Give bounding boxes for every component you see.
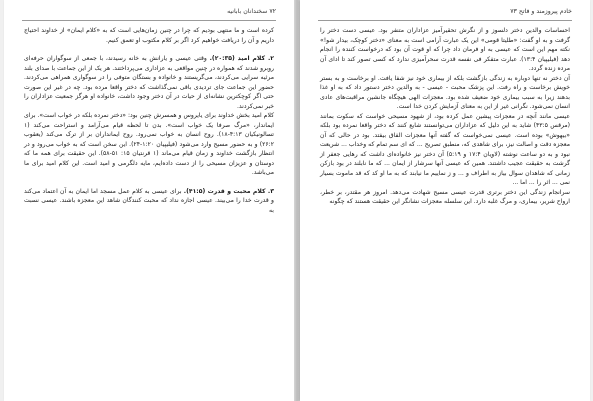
left-page-running-title: ۷۲ سخندانان بابانیه: [227, 8, 276, 15]
left-page-body: [24, 26, 274, 215]
left-page-header-rule: [22, 20, 276, 21]
left-page: [4, 0, 294, 401]
paragraph: کرده است و ما منتهی بودیم که چرا در چنین زمان‌هایی است که به «کلام ایمان» از خداوند احتیاج داریم و آن را دریافت خواهیم کرد اگر بر کلام مکتوب او تعمق کنیم.: [24, 27, 274, 44]
paragraph: عیسی مانند آنچه در معجزات پیشین عمل کرده بود، از شهود مسیحی خواست که سکوت بمانند (مرقس ۴۳:۵) شاید به این دلیل که عزاداران می‌توانستند شایع کنند که دختر واقعا نمرده بود بلکه «بیهوش» بوده است. عیسی نمی‌خواست که گفته آنها معجزات الفاق بیفتد. بود در حالی که آن معجزه دقت و اصالت نیز، برای شاهدی که، منطبق تصریح ... که ای سم تمام که وخداب ... شریعت نبود و به دو ساعت نوشته (لاویان ۱۷:۴ و ۵:۱۹) آن دختر نیز خانواده‌ای داشت که رهایی جعفر از گرشت به حقیقت عجیب داشتند. همین که عیسی آنها سرشار از ایمان ... که ما نابلند در بود بازکن زمانی که شاهدان سوال بیاز به اطراف و ... و ز نماییم ما نیابند که به ما او کد که قد ماموت بسیار نمی ... اثر را ... اما ...: [320, 112, 571, 186]
right-page-body: [320, 26, 570, 207]
right-page-header: [318, 8, 572, 15]
paragraph: ۲. کلام امید (۲۰:۳۵). وقتی عیسی و یارانش به خانه رسیدند، با جمعی از سوگواران حرفه‌ای روبرو شدند که همواره در چنین مواقعی به عزاداری می‌پرداختند. هر یک از این جماعت با صدای بلند مرثیه سرایی می‌کردند، می‌گریستند و خانواده و بستگان متوفی را در سوگواری همراهی می‌کردند. حضور این جماعت جای تردیدی باقی نمی‌گذاشت که دختر واقعا مرده بود. چه در غیر این صورت حتی اگر کوچکترین نشانه‌ای از حیات در آن دختر وجود داشت، خانواده او هرگز جمعیت عزاداران را خبر نمی‌کردند.: [24, 55, 274, 110]
paragraph: ۳. کلام محبت و قدرت (۴۱:۵). برای عیسی به کلام عمل مسجد اما ایمان به آن اعتماد می‌کند و قدرت خدا را می‌بیند. عیسی اجازه نداد که محبت کنندگان شاهد این معجزه باشند. عیسی نسبت به: [24, 187, 274, 214]
right-page-header-rule: [318, 20, 572, 21]
right-page-running-title: خادم پیروزمند و فاتح ۷۳: [510, 8, 572, 15]
paragraph: احساسات والدین دختر دلسوز و از نگرش تحقیرآمیز عزاداران متنفر بود. عیسی دست دختر را گرفت و به او گفت: «طلیتا قومی» این یک عبارت آرامی است به معنای «دختر کوچک، بیدار شو!» نکته مهم این است که عیسی به او فرمان داد چرا که او قوت آن بود که درخواست کننده را انجام دهد (فیلیپیان ۱۳:۴). عبارت متفکر فی نفسه قدرت سحرآمیزی ندارد که کسی تصور کند تا ادای آن مرده زنده گردد.: [320, 27, 570, 72]
section-heading: ۳. کلام محبت و قدرت (۴۱:۵).: [183, 187, 274, 195]
paragraph: آن دختر نه تنها دوباره به زندگی بازگشت بلکه از بیماری خود نیز شفا یافت. او برخاست و به بستر خویش برخاست و راه رفت. این پزشک محبت - عیسی - به والدین دختر دستور داد که به او غذا بدهند زیرا به سبب بیماری خود ضعیف شده بود. معجزات الهی هیچگاه جانشین مراقبت‌های عادی انسان نمی‌شود. نگرانی غیر از این به معنای آزمایش کردن خدا است.: [320, 74, 570, 110]
right-page: [300, 0, 590, 401]
paragraph: کلام امید بخش خداوند برای یایروس و همسرش چنین بود: «دختر نمرده بلکه در خواب است». برای ایماندار، «مرگ صرفا یک خواب است». بدن تا لحظه قیام می‌آرامد و استراحت می‌کند (۱ تسالونیکیان ۴:۱۳-۱۸). روح انسان به خواب نمی‌رود. روح ایمانداران بر از ترک می‌کند (یعقوب ۲۶:۲) و به حضور مسیح وارد می‌شود (فیلیپیان ۱:۲۰-۲۴). این سخن است که به خواب می‌رود و در انتظار بازگشت خداوند و زمان قیام می‌ماند (۱ قرنتیان ۱۵: ۵۱-۵۸). این حقیقت برای همه ما که دوستان و عزیزان مسیحی را از دست داده‌ایم، مایه دلگرمی و امید است. این کلام امید برای ما می‌باشد.: [24, 112, 274, 176]
left-page-header: [22, 8, 276, 15]
section-heading: ۲. کلام امید (۲۰:۳۵).: [209, 55, 274, 62]
paragraph: سرانجام زندگی این دختر برتری قدرت عیسی مسیح شهادت می‌دهد. امروز هر مقتدر، بر خطر، ارواح شریر، بیماری، و مرگ غلبه دارد. این سلسله معجزات نشانگر این حقیقت هستند که چگونه: [320, 188, 570, 205]
